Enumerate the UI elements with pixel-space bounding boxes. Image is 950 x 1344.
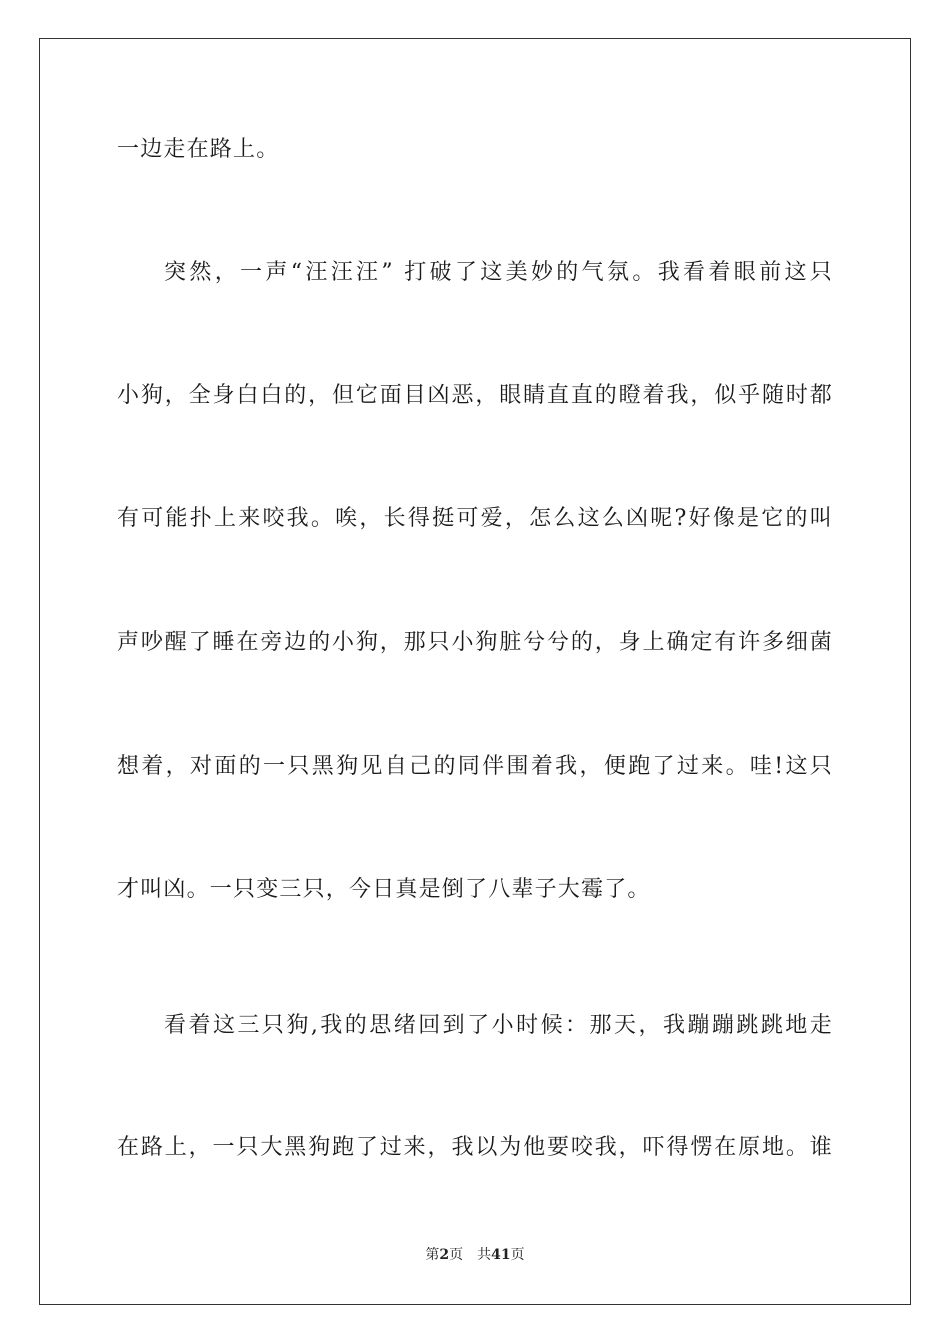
text-line-4: 有可能扑上来咬我。唉，长得挺可爱，怎么这么凶呢?好像是它的叫 [117,506,833,531]
text-line-6: 想着，对面的一只黑狗见自己的同伴围着我，便跑了过来。哇!这只 [117,754,833,779]
page-prefix: 第 [425,1247,440,1263]
text-line-3: 小狗，全身白白的，但它面目凶恶，眼睛直直的瞪着我，似乎随时都 [117,383,833,408]
text-line-7: 才叫凶。一只变三只，今日真是倒了八辈子大霉了。 [117,877,651,902]
page-footer [0,1246,950,1264]
page-total: 41 [491,1247,511,1263]
page-border [39,38,911,1305]
text-line-8: 看着这三只狗,我的思绪回到了小时候：那天，我蹦蹦跳跳地走 [164,1013,833,1038]
page-suffix: 页 [449,1247,464,1263]
text-line-9: 在路上，一只大黑狗跑了过来，我以为他要咬我，吓得愣在原地。谁 [117,1135,833,1160]
total-prefix: 共 [477,1247,492,1263]
text-line-1: 一边走在路上。 [117,137,280,162]
page-current: 2 [439,1247,450,1263]
total-suffix: 页 [510,1247,525,1263]
text-line-2: 突然，一声“汪汪汪” 打破了这美妙的气氛。我看着眼前这只 [164,260,833,285]
text-line-5: 声吵醒了睡在旁边的小狗，那只小狗脏兮兮的，身上确定有许多细菌 [117,630,833,655]
